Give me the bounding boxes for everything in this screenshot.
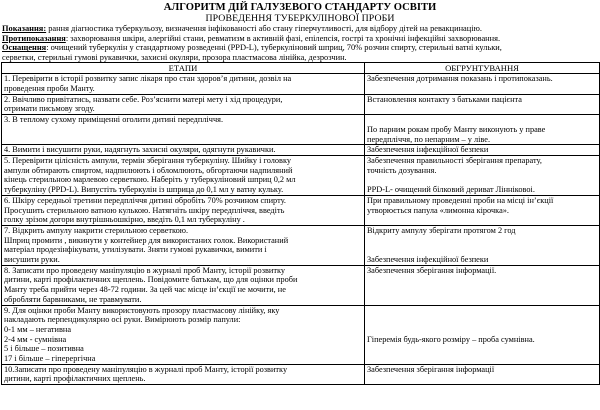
table-row — [2, 364, 600, 384]
table-row — [2, 145, 600, 156]
justification-cell: Забезпечення інфекційної безпеки — [365, 145, 600, 156]
stage-cell: 9. Для оцінки проби Манту використовують прозору пластмасову лінійку, яку накладають перпендикулярно осі руки. Вимірюють розмір папули: 0-1 мм – негативна 2-4 мм - сумнівна 5 і більше – позитивна 17 і більше – гіперергічна — [2, 305, 365, 364]
stage-cell: 7. Відкрить ампулу накрити стерильною серветкою. Шприц промити , викинути у контейнер для використаних голок. Використаний матеріал продезінфікувати, утилізувати. Зняти гумові рукавички, вимити і висушити руки. — [2, 225, 365, 265]
equipment-line — [2, 43, 599, 53]
table-row — [2, 195, 600, 225]
column-header-justification: ОБГРУНТУВАННЯ — [365, 63, 600, 74]
justification-cell: Забезпечення зберігання інформації — [365, 364, 600, 384]
justification-cell: Забезпечення дотримання показань і протипоказань. — [365, 74, 600, 94]
indications-label: Показання: — [2, 24, 47, 33]
document-subtitle: ПРОВЕДЕННЯ ТУБЕРКУЛІНОВОЇ ПРОБИ — [205, 13, 395, 24]
table-row — [2, 115, 600, 145]
stage-cell: 6. Шкіру середньої третини передпліччя дитині обробіть 70% розчином спирту. Просушить стерильною ватною кулькою. Натягніть шкіру передпліччя, введіть голку зрізом догори внутрішньошкірно, введіть 0,1 мл туберкуліну . — [2, 195, 365, 225]
justification-cell: Встановлення контакту з батьками пацієнта — [365, 94, 600, 114]
justification-cell: По парним рокам пробу Манту виконують у праве передпліччя, по непарним – у ліве. — [365, 115, 600, 145]
stage-cell: 2. Ввічливо привітатись, назвати себе. Роз’яснити матері мету і хід процедури, отримати письмову згоду. — [2, 94, 365, 114]
justification-cell: Відкриту ампулу зберігати протягом 2 год Забезпечення інфекційної безпеки — [365, 225, 600, 265]
table-row — [2, 74, 600, 94]
stage-cell: 4. Вимити і висушити руки, надягнуть захисні окуляри, одягнути рукавички. — [2, 145, 365, 156]
column-header-stages: ЕТАПИ — [2, 63, 365, 74]
table-row — [2, 265, 600, 305]
equipment-line-2: серветки, стерильні гумові рукавички, захисні окуляри, прозора пластмасова лінійка, дезрозчин. — [2, 52, 347, 62]
table-row — [2, 305, 600, 364]
stage-cell: 1. Перевірити в історії розвитку запис лікаря про стан здоров’я дитини, дозвіл на проведення проби Манту. — [2, 74, 365, 94]
justification-cell: Гіперемія будь-якого розміру – проба сумнівна. — [365, 305, 600, 364]
table-row — [2, 156, 600, 196]
justification-cell: Забезпечення зберігання інформації. — [365, 265, 600, 305]
justification-cell: Забезпечення правильності зберігання препарату, точність дозування. PPD-L- очищений білковий дериват Лінніковоі. — [365, 156, 600, 196]
contraindications-text: : захворювання шкіри, алергійні стани, ревматизм в активній фазі, епілепсія, гострі та хронічні інфекційні захворювання. — [65, 33, 501, 43]
document-page — [0, 2, 600, 410]
equipment-label: Оснащення — [2, 43, 47, 53]
contraindications-label: Протипоказання — [2, 33, 66, 43]
stage-cell: 5. Перевірити цілісність ампули, термін зберігання туберкуліну. Шийку і головку ампули обтирають спиртом, надпилюють і обломлюють, обгортаючи надпиляний кінець стерильною марлевою серветкою. Наберіть у туберкуліновий шприц 0,2 мл туберкуліну (PPD-L). Випустіть туберкулін із шприца до 0,1 мл у ватну кульку. — [2, 156, 365, 196]
contraindications-line — [2, 34, 599, 44]
table-row — [2, 225, 600, 265]
table-header-row — [2, 63, 600, 74]
document-title: АЛГОРИТМ ДІЙ ГАЛУЗЕВОГО СТАНДАРТУ ОСВІТИ — [163, 2, 437, 13]
stage-cell: 8. Записати про проведену маніпуляцію в журналі проб Манту, історії розвитку дитини, карті профілактичних щеплень. Повідомите батькам, що для оцінки проби Манту треба прийти через 48-72 години. За цей час місце ін’єкції не мочити, не обробляти барвниками, не травмувати. — [2, 265, 365, 305]
table-row — [2, 94, 600, 114]
indications-line — [2, 24, 599, 34]
stage-cell: 10.Записати про проведену маніпуляцію в журналі проб Манту, історії розвитку дитини, карті профілактичних щеплень. — [2, 364, 365, 384]
stage-cell: 3. В теплому сухому приміщенні оголити дитині передпліччя. — [2, 115, 365, 145]
indications-text: рання діагностика туберкульозу, визначення інфікованості або стану гіперчутливості, для відбору дітей на ревакцинацію. — [46, 24, 482, 33]
algorithm-table — [1, 62, 600, 385]
equipment-text: : очищений туберкулін у стандартному розведенні (PPD-L), туберкуліновий шприц, 70% розчин спирту, стерильні ватні кульки, — [46, 43, 502, 53]
justification-cell: При правильному проведенні проби на місці ін’єкції утворюється папула «лимонна кірочка». — [365, 195, 600, 225]
